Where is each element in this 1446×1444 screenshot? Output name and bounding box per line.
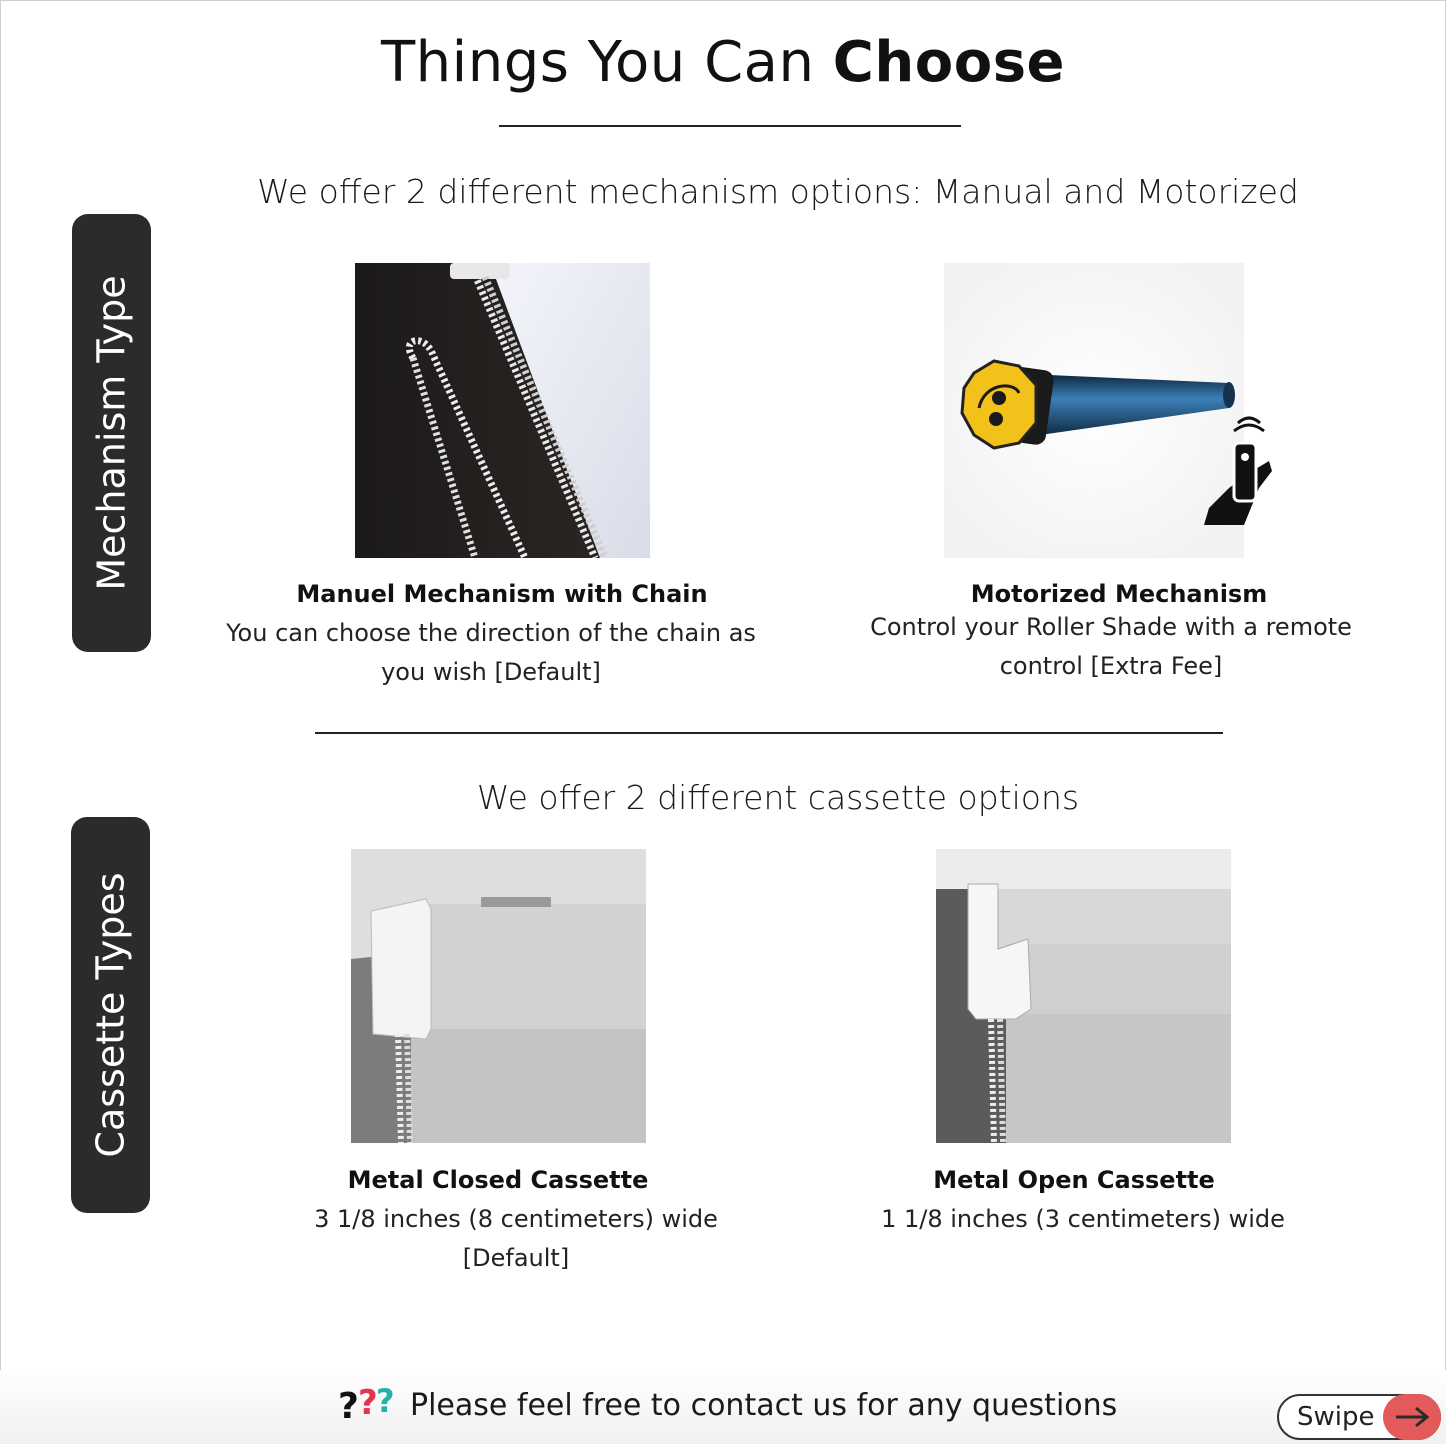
section-divider <box>315 732 1223 734</box>
open-cassette-desc <box>866 1200 1300 1239</box>
cassette-subtitle: We offer 2 different cassette options <box>476 778 1080 817</box>
manual-mechanism-title: Manuel Mechanism with Chain <box>296 580 708 608</box>
swipe-label: Swipe <box>1297 1402 1375 1432</box>
cassette-types-tab <box>71 817 150 1213</box>
mechanism-type-tab-label: Mechanism Type <box>89 275 134 591</box>
manual-mechanism-desc-line1: You can choose the direction of the chain as <box>226 619 756 647</box>
motorized-tube-image <box>944 263 1274 558</box>
manual-mechanism-desc <box>202 614 780 692</box>
contact-text: Please feel free to contact us for any questions <box>410 1387 1118 1423</box>
question-marks-logo-icon <box>338 1380 400 1430</box>
arrow-right-icon <box>1383 1394 1441 1440</box>
mechanism-type-tab <box>72 214 151 652</box>
closed-cassette-image <box>351 849 646 1143</box>
motorized-mechanism-desc-line2: control [Extra Fee] <box>999 652 1223 680</box>
open-cassette-desc-line1: 1 1/8 inches (3 centimeters) wide <box>881 1205 1285 1233</box>
motorized-mechanism-title: Motorized Mechanism <box>970 580 1268 608</box>
svg-text:?: ? <box>376 1382 395 1420</box>
page-title: Things You Can Choose <box>380 30 1066 95</box>
closed-cassette-desc-line2: [Default] <box>462 1244 570 1272</box>
mechanism-subtitle: We offer 2 different mechanism options: Manual and Motorized <box>257 172 1299 211</box>
title-divider <box>499 125 961 127</box>
swipe-button[interactable] <box>1277 1394 1441 1440</box>
closed-cassette-title: Metal Closed Cassette <box>347 1166 649 1194</box>
svg-text:?: ? <box>338 1386 359 1426</box>
manual-chain-image <box>355 263 650 558</box>
open-cassette-title: Metal Open Cassette <box>933 1166 1215 1194</box>
motorized-mechanism-desc <box>851 608 1371 686</box>
closed-cassette-desc <box>296 1200 736 1278</box>
contact-row <box>338 1380 1117 1430</box>
svg-text:?: ? <box>358 1383 378 1423</box>
motorized-mechanism-desc-line1: Control your Roller Shade with a remote <box>870 613 1352 641</box>
closed-cassette-desc-line1: 3 1/8 inches (8 centimeters) wide <box>314 1205 718 1233</box>
open-cassette-image <box>936 849 1231 1143</box>
cassette-types-tab-label: Cassette Types <box>88 872 133 1158</box>
manual-mechanism-desc-line2: you wish [Default] <box>381 658 601 686</box>
